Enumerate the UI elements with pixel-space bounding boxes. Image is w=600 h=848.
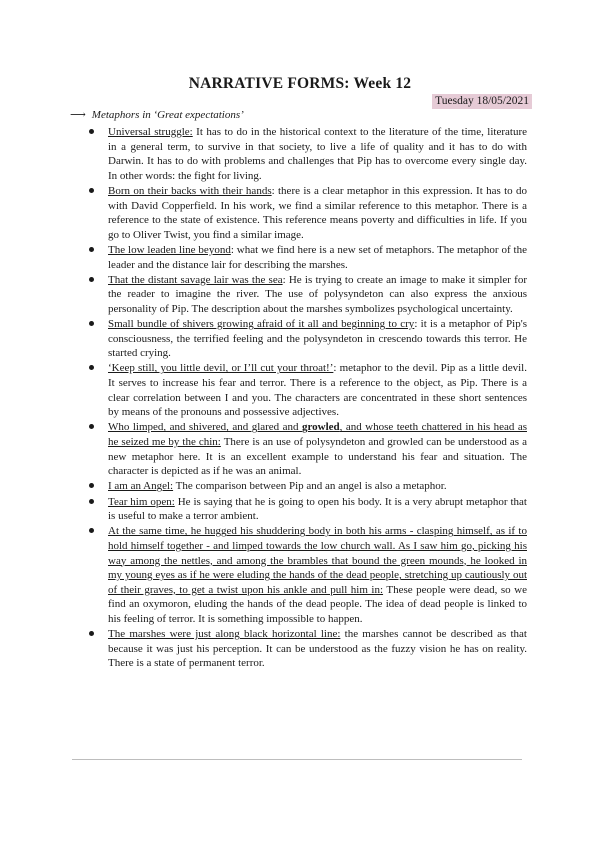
- item-text: These people were dead, so we find an oxymoron, eluding the hands of the dead people. The idea of dead people is linked to his feeling of terror. It is something impossible to happen.: [108, 583, 527, 625]
- footer-divider: [72, 759, 522, 760]
- item-term-part-b: , and whose teeth chattered in his head as he seized me by the chin:: [108, 421, 527, 449]
- arrow-icon: ⟶: [70, 109, 86, 121]
- list-item: [88, 420, 527, 478]
- item-term: I am an Angel:: [108, 480, 174, 493]
- list-item: [88, 317, 527, 361]
- bullet-icon: [89, 631, 94, 636]
- bullet-icon: [89, 247, 94, 252]
- item-term: Tear him open:: [108, 495, 175, 508]
- list-item: [88, 479, 527, 494]
- date-highlight: Tuesday 18/05/2021: [432, 94, 532, 109]
- bullet-icon: [89, 188, 94, 193]
- section-heading: [70, 108, 244, 121]
- bullet-icon: [89, 424, 94, 429]
- section-heading-text: Metaphors in ‘Great expectations’: [91, 109, 244, 121]
- bullet-icon: [89, 483, 94, 488]
- item-term: At the same time, he hugged his shuddering body in both his arms - clasping himself, as if to hold himself together - and limped towards the low church wall. As I saw him go, picking his way among the nettles, and among the brambles that bound the green mounds, he looked in my young eyes as if he were eluding the hands of the dead people, stretching up cautiously out of their graves, to get a twist upon his ankle and pull him in:: [108, 525, 527, 596]
- list-item: [88, 627, 527, 671]
- bullet-icon: [89, 528, 94, 533]
- list-item: [88, 495, 527, 524]
- item-text: There is an use of polysyndeton and growled can be understood as a new metaphor here. It is an excellent example to understand his fear and situation. The character is depicted as if he was an animal.: [108, 436, 527, 478]
- bullet-icon: [89, 321, 94, 326]
- bullet-icon: [89, 365, 94, 370]
- list-item: [88, 524, 527, 626]
- item-term: Born on their backs with their hands: [108, 184, 272, 197]
- item-term: Universal struggle:: [108, 126, 193, 138]
- list-item: [88, 361, 527, 419]
- item-text: : He is trying to create an image to make it simpler for the reader to imagine the river. The use of polysyndeton can also express the anxious personality of Pip. The description about the marshes symbolizes psychological uncertainty.: [108, 273, 527, 315]
- item-text: : what we find here is a new set of metaphors. The metaphor of the leader and the distance lair for describing the marshes.: [108, 243, 527, 271]
- item-term: Small bundle of shivers growing afraid of it all and beginning to cry: [108, 318, 415, 331]
- item-text: He is saying that he is going to open his body. It is a very abrupt metaphor that is useful to make a terror ambient.: [108, 495, 527, 523]
- item-text: : it is a metaphor of Pip's consciousness, the terrified feeling and the polysyndeton in crescendo towards this terror. He started crying.: [108, 318, 527, 360]
- item-text: The comparison between Pip and an angel is also a metaphor.: [173, 480, 447, 493]
- bullet-icon: [89, 277, 94, 282]
- list-item: [88, 184, 527, 242]
- item-term-bold: growled: [301, 421, 340, 434]
- list-item: [88, 273, 527, 317]
- item-text: : metaphor to the devil. Pip as a little devil. It serves to increase his fear and terror. There is a reference to the object, as Pip. There is a clear correlation between I and you. The characters are concentrated in these short sentences by means of the pronouns and possessive adjectives.: [108, 362, 527, 419]
- item-term: The low leaden line beyond: [108, 243, 231, 256]
- item-term: ‘Keep still, you little devil, or I’ll cut your throat!’: [108, 362, 334, 375]
- item-term: The marshes were just along black horizontal line:: [108, 628, 341, 641]
- list-item: [88, 125, 527, 183]
- item-text: : there is a clear metaphor in this expression. It has to do with David Copperfield. In his work, we find a similar reference to this metaphor. There is a reference to the state of existence. This reference means poverty and difficulties in life. If you go to Oliver Twist, you find a similar image.: [108, 184, 527, 241]
- item-text: the marshes cannot be described as that because it was just his perception. It can be understood as the fuzzy vision he has on reality. There is a state of permanent terror.: [108, 628, 527, 670]
- bullet-icon: [89, 129, 94, 134]
- page-title: NARRATIVE FORMS: Week 12: [188, 75, 412, 92]
- metaphor-list: [88, 125, 527, 672]
- bullet-icon: [89, 499, 94, 504]
- item-term-part-a: Who limped, and shivered, and glared and: [108, 421, 302, 434]
- list-item: [88, 243, 527, 272]
- item-term: That the distant savage lair was the sea: [108, 273, 283, 286]
- item-text: It has to do in the historical context to the literature of the time, literature in a general term, to survive in that society, to live a life of quality and it has to do with Darwin. It has to do with problems and challenges that Pip has to overcome every single day. In other words: the fight for living.: [108, 126, 527, 182]
